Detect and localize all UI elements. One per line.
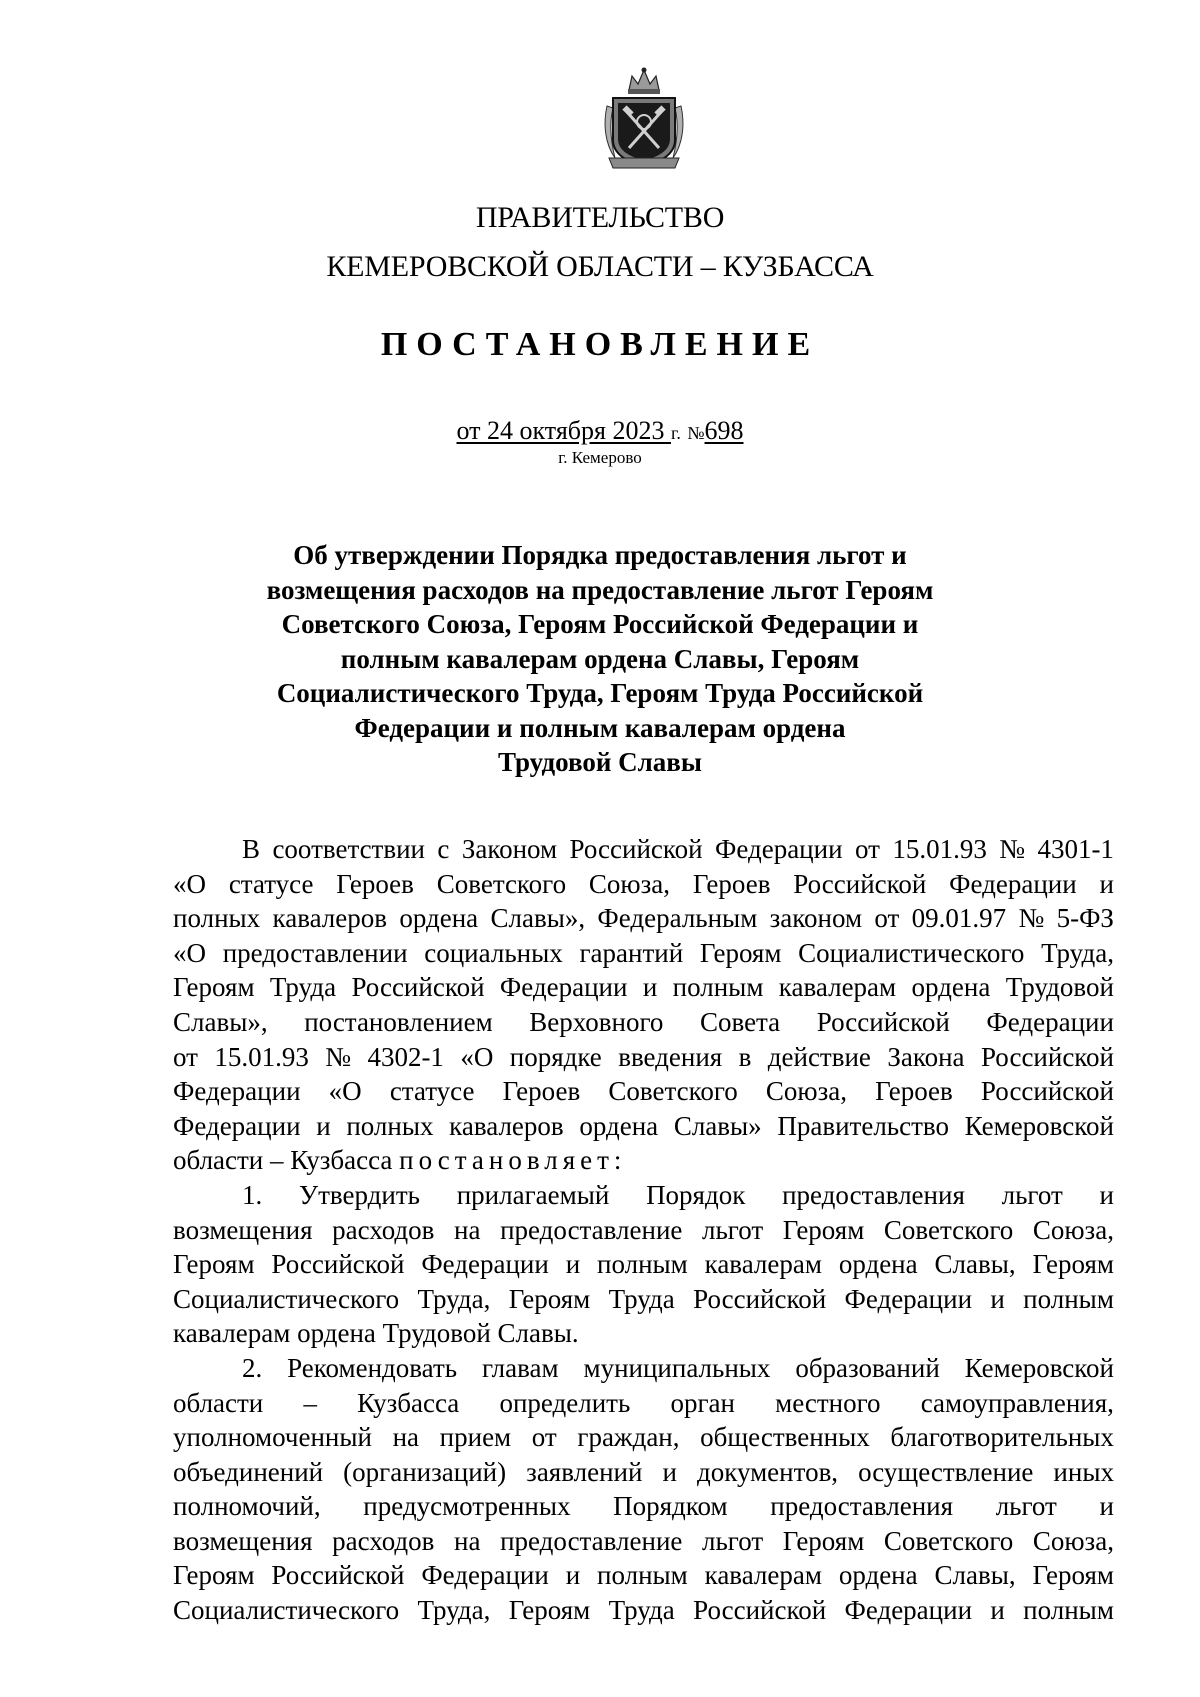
- body-line: уполномоченный на прием от граждан, общественных благотворительных: [173, 1422, 1114, 1453]
- document-title: [250, 538, 950, 780]
- body-line: Социалистического Труда, Героям Труда Российской Федерации и полным: [173, 1595, 1114, 1626]
- body-line: Героям Российской Федерации и полным кавалерам ордена Славы, Героям: [173, 1560, 1114, 1591]
- body-line: «О статусе Героев Советского Союза, Героев Российской Федерации и: [173, 868, 1114, 899]
- body-line: В соответствии с Законом Российской Федерации от 15.01.93 № 4301-1: [242, 834, 1114, 864]
- title-line: Об утверждении Порядка предоставления льгот и: [293, 540, 907, 570]
- number-label: №: [687, 423, 705, 443]
- authority-name-line-1: ПРАВИТЕЛЬСТВО: [475, 201, 725, 234]
- document-type-heading: ПОСТАНОВЛЕНИЕ: [380, 326, 820, 363]
- body-line: от 15.01.93 № 4302-1 «О порядке введения в действие Закона Российской: [173, 1041, 1114, 1072]
- title-line: Советского Союза, Героям Российской Федерации и: [281, 609, 919, 639]
- document-date: от 24 октября 2023: [456, 416, 665, 445]
- document-number: 698: [704, 416, 744, 445]
- document-body: [173, 832, 1114, 1628]
- coat-of-arms-icon: [599, 62, 689, 172]
- body-line: Федерации «О статусе Героев Советского Союза, Героев Российской: [173, 1076, 1114, 1107]
- year-suffix: г.: [670, 423, 681, 443]
- body-line: «О предоставлении социальных гарантий Героям Социалистического Труда,: [173, 937, 1114, 968]
- city-label: г. Кемерово: [558, 448, 642, 467]
- body-line: возмещения расходов на предоставление льгот Героям Советского Союза,: [173, 1214, 1114, 1245]
- body-line: объединений (организаций) заявлений и документов, осуществление иных: [173, 1456, 1114, 1487]
- body-line: возмещения расходов на предоставление льгот Героям Советского Союза,: [173, 1525, 1114, 1556]
- title-line: Социалистического Труда, Героям Труда Российской: [276, 678, 924, 708]
- body-line: Славы», постановлением Верховного Совета Российской Федерации: [173, 1006, 1114, 1037]
- body-line: Федерации и полных кавалеров ордена Славы» Правительство Кемеровской: [173, 1110, 1114, 1141]
- title-line: Трудовой Славы: [498, 747, 702, 777]
- body-line: Героям Труда Российской Федерации и полным кавалерам ордена Трудовой: [173, 972, 1114, 1003]
- title-line: возмещения расходов на предоставление льгот Героям: [266, 574, 934, 605]
- decree-word: постановляет:: [399, 1145, 627, 1176]
- title-line: полным кавалерам ордена Славы, Героям: [340, 643, 860, 674]
- body-line-prefix: области – Кузбасса: [173, 1145, 400, 1176]
- body-line: 2. Рекомендовать главам муниципальных образований Кемеровской: [242, 1352, 1114, 1383]
- body-line: кавалерам ордена Трудовой Славы.: [173, 1318, 579, 1349]
- body-line: полных кавалеров ордена Славы», Федеральным законом от 09.01.97 № 5-ФЗ: [173, 903, 1114, 934]
- authority-name-line-2: КЕМЕРОВСКОЙ ОБЛАСТИ – КУЗБАССА: [326, 250, 874, 283]
- date-number-line: [0, 418, 1200, 444]
- body-line: [173, 1143, 1114, 1178]
- body-line: области – Кузбасса определить орган местного самоуправления,: [173, 1387, 1114, 1418]
- title-line: Федерации и полным кавалерам ордена: [354, 712, 846, 743]
- body-line: 1. Утвердить прилагаемый Порядок предоставления льгот и: [242, 1179, 1114, 1210]
- body-line: Героям Российской Федерации и полным кавалерам ордена Славы, Героям: [173, 1249, 1114, 1280]
- body-line: полномочий, предусмотренных Порядком предоставления льгот и: [173, 1491, 1114, 1522]
- body-line: Социалистического Труда, Героям Труда Российской Федерации и полным: [173, 1283, 1114, 1314]
